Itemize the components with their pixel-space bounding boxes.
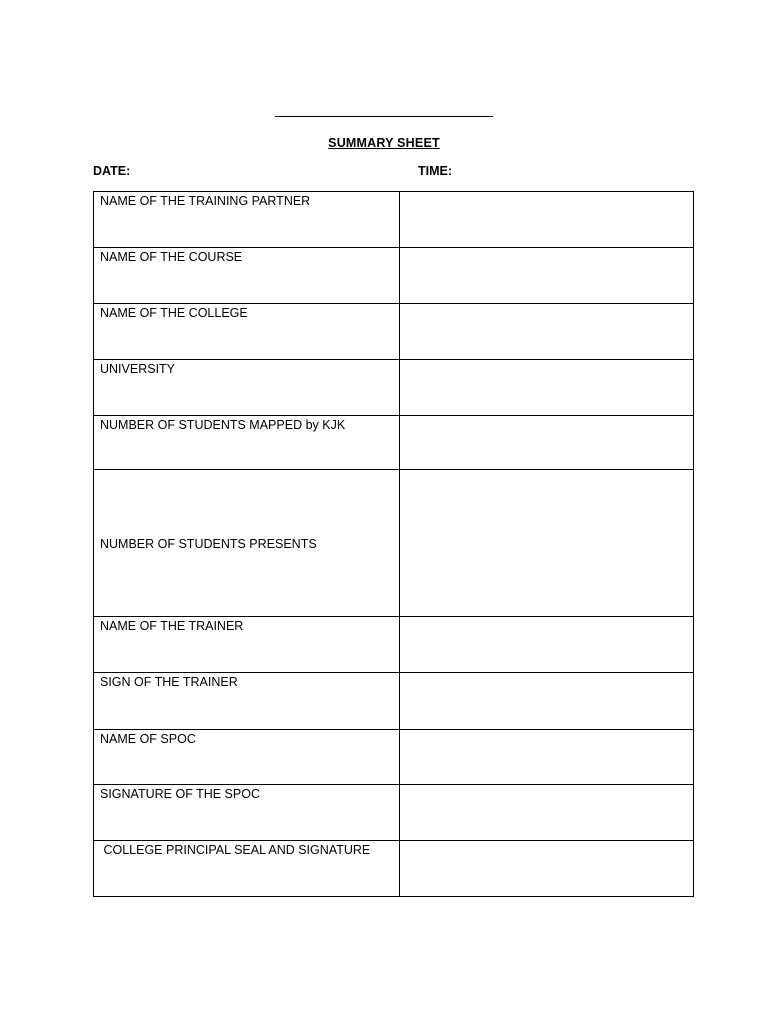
date-label: DATE: bbox=[93, 164, 131, 178]
row-value-field[interactable] bbox=[400, 730, 694, 785]
form-row-spoc-name bbox=[94, 730, 694, 785]
form-row-principal-seal bbox=[94, 841, 694, 897]
row-value-field[interactable] bbox=[400, 673, 694, 730]
summary-form-table bbox=[93, 191, 694, 897]
top-rule-line bbox=[275, 116, 493, 117]
page-title: SUMMARY SHEET bbox=[328, 136, 440, 150]
row-label: NAME OF THE COLLEGE bbox=[94, 304, 400, 360]
row-label: NUMBER OF STUDENTS PRESENTS bbox=[94, 470, 400, 617]
row-label: SIGNATURE OF THE SPOC bbox=[94, 785, 400, 841]
form-row-trainer-sign bbox=[94, 673, 694, 730]
row-label: SIGN OF THE TRAINER bbox=[94, 673, 400, 730]
row-label: NAME OF THE TRAINING PARTNER bbox=[94, 192, 400, 248]
row-label: NUMBER OF STUDENTS MAPPED by KJK bbox=[94, 416, 400, 470]
row-value-field[interactable] bbox=[400, 192, 694, 248]
row-value-field[interactable] bbox=[400, 470, 694, 617]
form-row-training-partner bbox=[94, 192, 694, 248]
row-label: NAME OF THE COURSE bbox=[94, 248, 400, 304]
row-value-field[interactable] bbox=[400, 785, 694, 841]
row-value-field[interactable] bbox=[400, 360, 694, 416]
form-row-spoc-signature bbox=[94, 785, 694, 841]
form-row-university bbox=[94, 360, 694, 416]
row-value-field[interactable] bbox=[400, 248, 694, 304]
form-row-course bbox=[94, 248, 694, 304]
row-value-field[interactable] bbox=[400, 304, 694, 360]
time-label: TIME: bbox=[418, 164, 453, 178]
row-value-field[interactable] bbox=[400, 416, 694, 470]
row-label: COLLEGE PRINCIPAL SEAL AND SIGNATURE bbox=[94, 841, 400, 897]
form-row-college bbox=[94, 304, 694, 360]
row-label: NAME OF THE TRAINER bbox=[94, 617, 400, 673]
row-value-field[interactable] bbox=[400, 617, 694, 673]
row-label: UNIVERSITY bbox=[94, 360, 400, 416]
form-row-students-present bbox=[94, 470, 694, 617]
form-row-students-mapped bbox=[94, 416, 694, 470]
row-value-field[interactable] bbox=[400, 841, 694, 897]
row-label: NAME OF SPOC bbox=[94, 730, 400, 785]
form-row-trainer-name bbox=[94, 617, 694, 673]
